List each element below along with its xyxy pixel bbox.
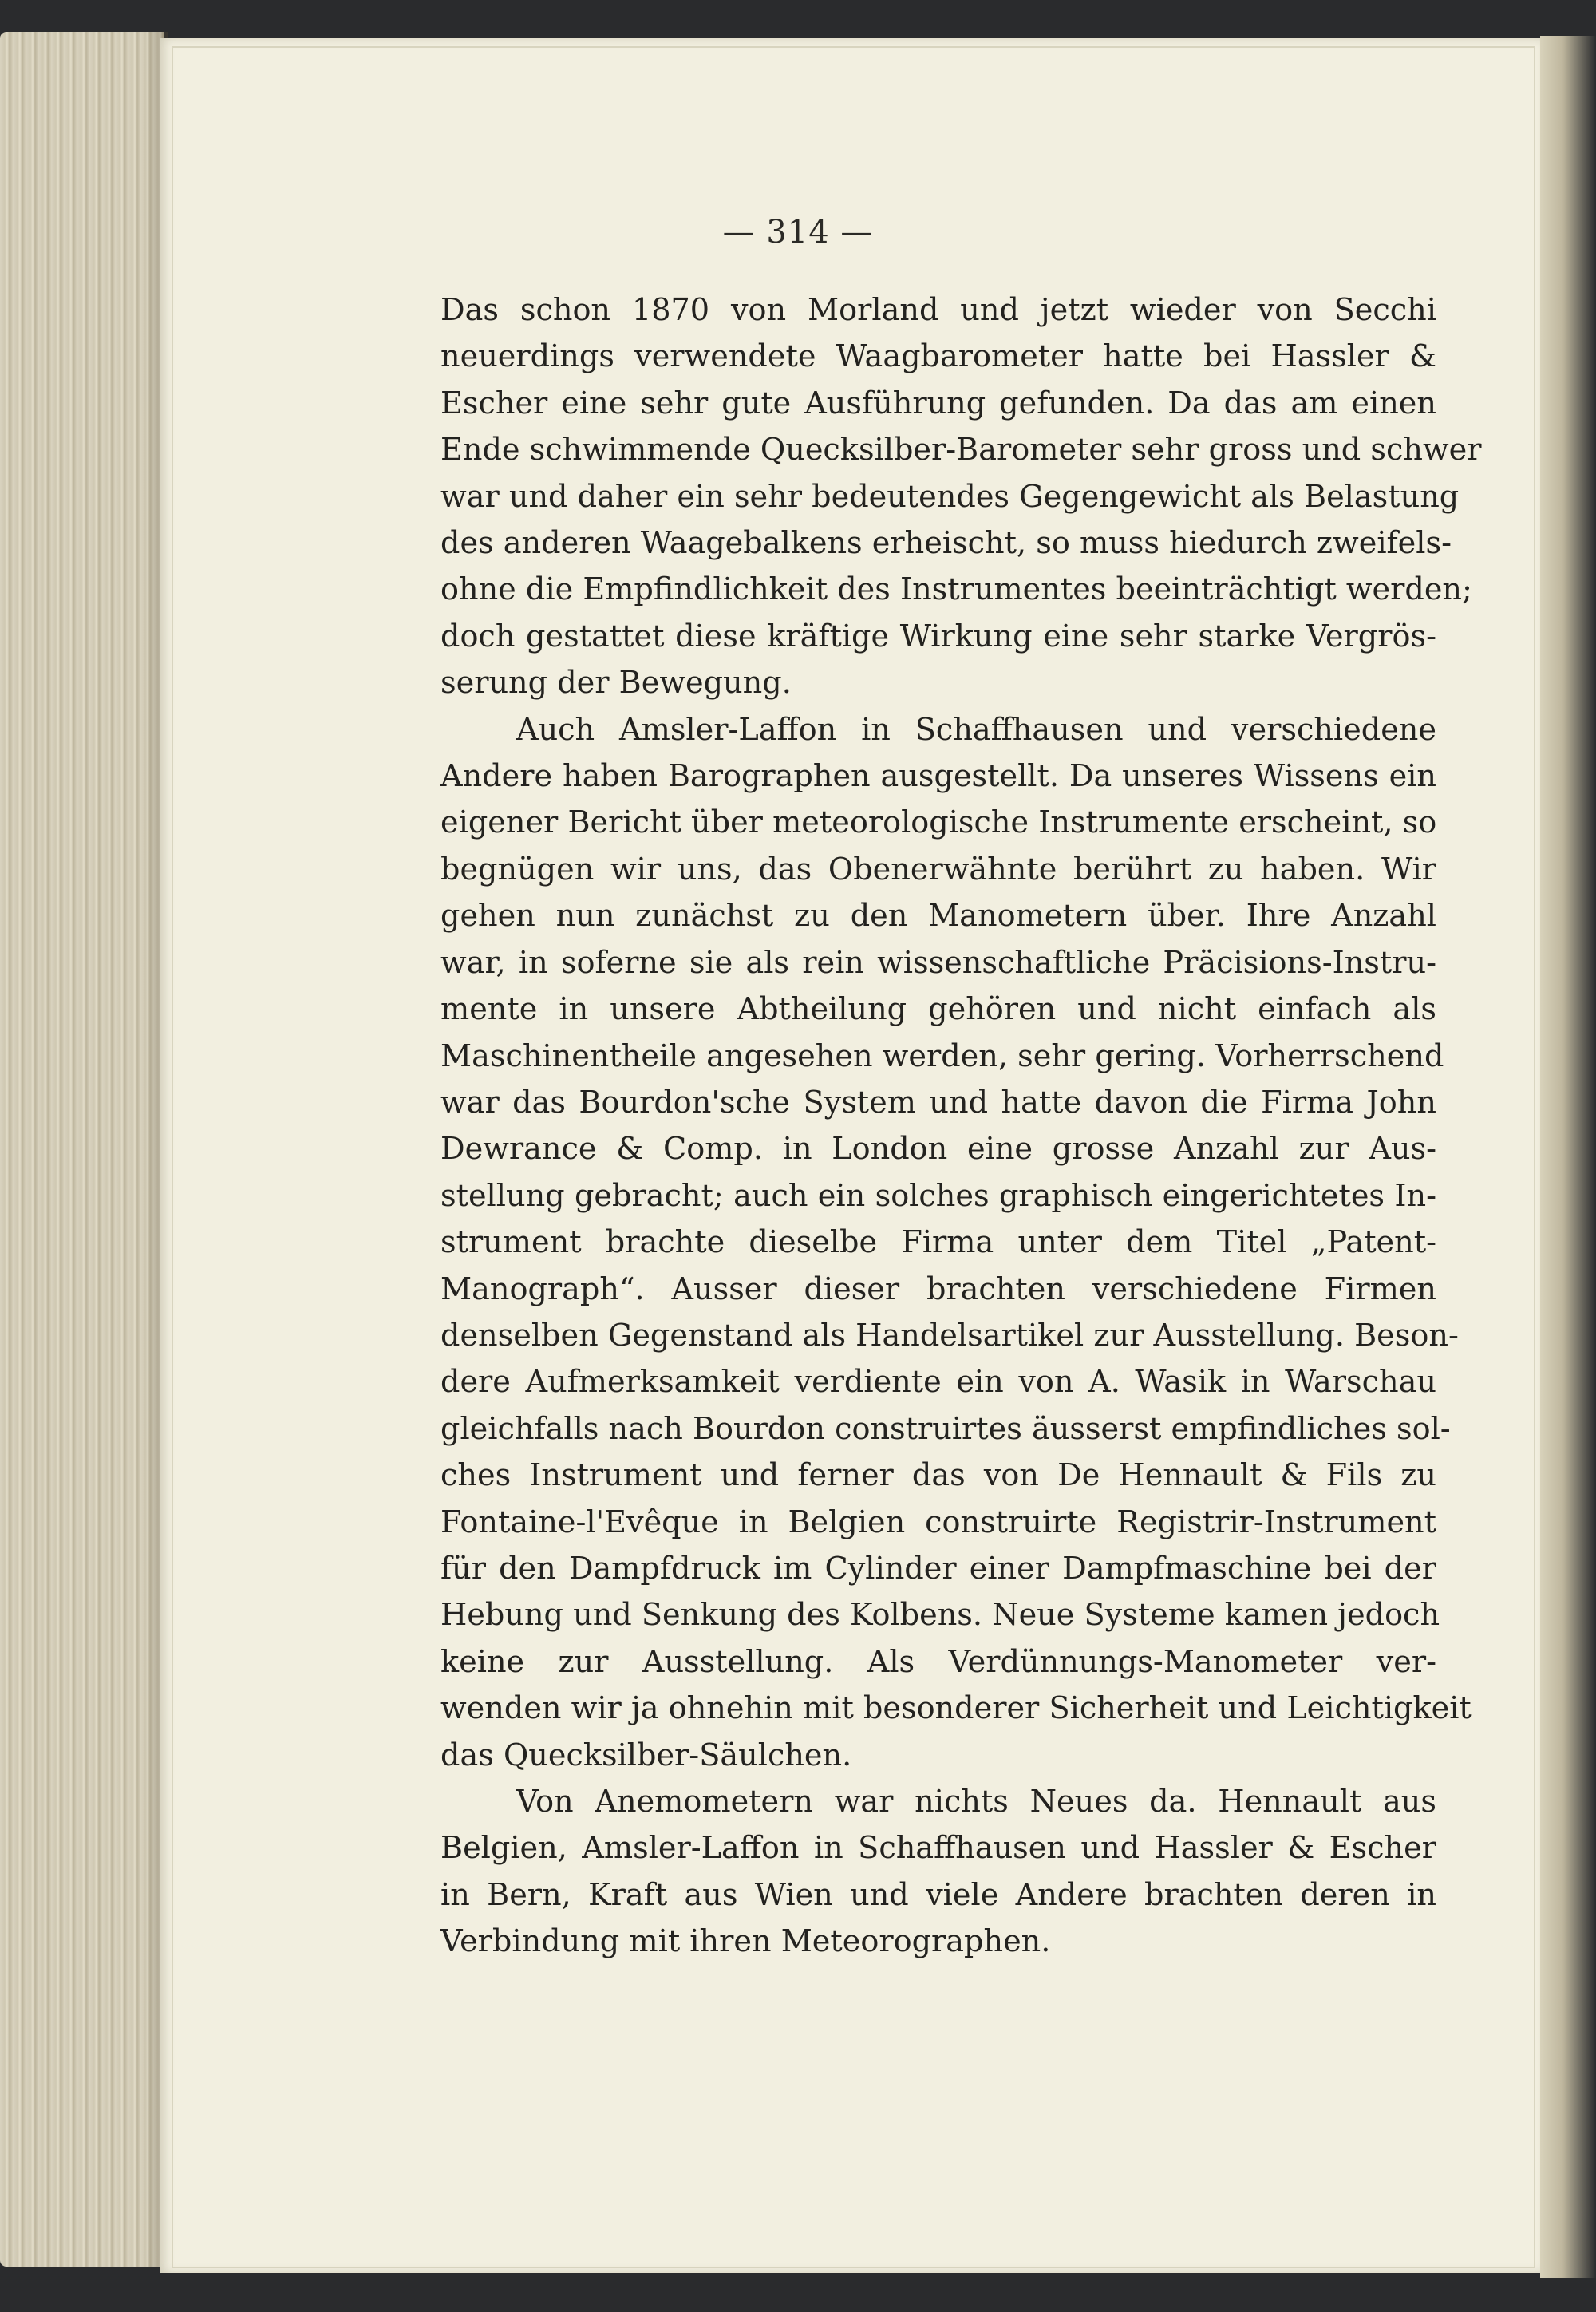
text-line: Von Anemometern war nichts Neues da. Hennault aus (516, 1784, 1436, 1820)
text-line: Fontaine-l'Evêque in Belgien construirte Registrir-Instrument (440, 1504, 1436, 1540)
text-line: gleichfalls nach Bourdon construirtes äusserst empfindliches sol- (440, 1411, 1451, 1447)
right-page-edge (1540, 36, 1596, 2278)
text-line: war und daher ein sehr bedeutendes Gegengewicht als Belastung (440, 479, 1460, 515)
text-line: strument brachte dieselbe Firma unter dem Titel „Patent- (440, 1225, 1436, 1261)
text-line: Das schon 1870 von Morland und jetzt wieder von Secchi (440, 293, 1436, 328)
text-line: Maschinentheile angesehen werden, sehr gering. Vorherrschend (440, 1038, 1444, 1074)
text-line: Verbindung mit ihren Meteorographen. (440, 1924, 1051, 1960)
text-line: keine zur Ausstellung. Als Verdünnungs-Manometer ver- (440, 1644, 1436, 1680)
text-line: das Quecksilber-Säulchen. (440, 1737, 852, 1773)
text-line: war das Bourdon'sche System und hatte davon die Firma John (440, 1085, 1436, 1120)
text-line: Andere haben Barographen ausgestellt. Da unseres Wissens ein (440, 759, 1436, 795)
text-line: serung der Bewegung. (440, 666, 792, 702)
text-line: Manograph“. Ausser dieser brachten verschiedene Firmen (440, 1271, 1436, 1307)
text-line: Ende schwimmende Quecksilber-Barometer sehr gross und schwer (440, 433, 1482, 468)
text-line: denselben Gegenstand als Handelsartikel zur Ausstellung. Beson- (440, 1318, 1459, 1354)
text-line: Dewrance & Comp. in London eine grosse Anzahl zur Aus- (440, 1132, 1436, 1168)
page-stack-edges (0, 32, 164, 2267)
text-line: des anderen Waagebalkens erheischt, so muss hiedurch zweifels- (440, 526, 1452, 562)
text-line: eigener Bericht über meteorologische Instrumente erscheint, so (440, 805, 1437, 841)
text-line: Belgien, Amsler-Laffon in Schaffhausen und Hassler & Escher (440, 1831, 1436, 1867)
text-line: Hebung und Senkung des Kolbens. Neue Systeme kamen jedoch (440, 1598, 1440, 1634)
text-line: in Bern, Kraft aus Wien und viele Andere brachten deren in (440, 1877, 1436, 1913)
text-line: neuerdings verwendete Waagbarometer hatte bei Hassler & (440, 339, 1436, 375)
text-line: für den Dampfdruck im Cylinder einer Dampfmaschine bei der (440, 1551, 1436, 1587)
paragraph (440, 287, 1482, 707)
text-line: doch gestattet diese kräftige Wirkung eine sehr starke Vergrös- (440, 619, 1436, 654)
text-line: dere Aufmerksamkeit verdiente ein von A. Wasik in Warschau (440, 1365, 1436, 1401)
text-line: wenden wir ja ohnehin mit besonderer Sicherheit und Leichtigkeit (440, 1691, 1472, 1727)
text-line: Escher eine sehr gute Ausführung gefunden. Da das am einen (440, 385, 1436, 421)
text-line: begnügen wir uns, das Obenerwähnte berührt zu haben. Wir (440, 852, 1436, 887)
text-line: stellung gebracht; auch ein solches graphisch eingerichtetes In- (440, 1178, 1436, 1214)
text-line: gehen nun zunächst zu den Manometern über. Ihre Anzahl (440, 899, 1436, 935)
text-line: war, in soferne sie als rein wissenschaftliche Präcisions-Instru- (440, 945, 1436, 981)
text-line: ches Instrument und ferner das von De Hennault & Fils zu (440, 1458, 1436, 1494)
paragraph (440, 1779, 1436, 1966)
text-line: mente in unsere Abtheilung gehören und nicht einfach als (440, 992, 1436, 1028)
page-number: — 314 — (722, 214, 874, 251)
text-line: ohne die Empfindlichkeit des Instrumentes beeinträchtigt werden; (440, 572, 1472, 608)
body-text (440, 287, 1482, 1966)
text-line: Auch Amsler-Laffon in Schaffhausen und verschiedene (516, 712, 1436, 748)
paragraph (440, 707, 1472, 1779)
